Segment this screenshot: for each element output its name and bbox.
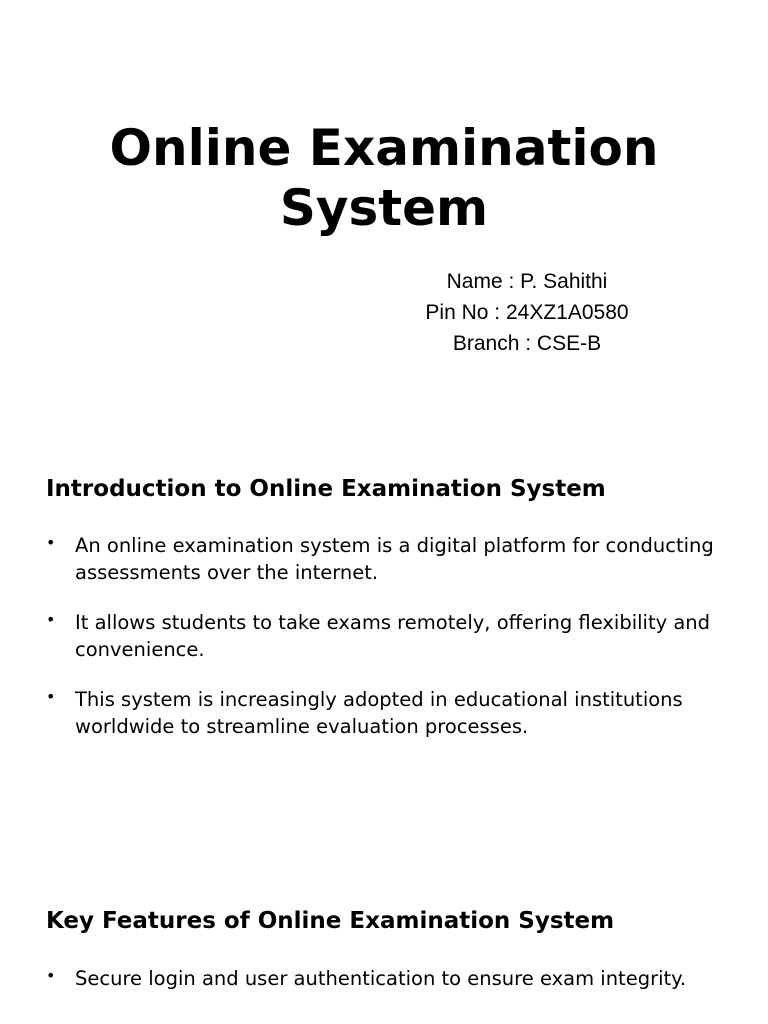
section-heading-key-features: Key Features of Online Examination System (46, 908, 615, 934)
section-heading-introduction: Introduction to Online Examination System (46, 476, 606, 502)
author-name: Name : P. Sahithi (446, 270, 608, 293)
bullet-icon: • (46, 610, 56, 629)
bullet-text: It allows students to take exams remotely, offering flexibility and convenience. (75, 611, 711, 661)
list-item (46, 610, 726, 663)
author-branch: Branch : CSE-B (452, 332, 602, 355)
document-title-line-1: Online Examination (109, 119, 659, 177)
author-pin: Pin No : 24XZ1A0580 (425, 301, 629, 324)
list-item (46, 687, 726, 740)
bullet-icon: • (46, 687, 56, 706)
bullet-icon: • (46, 966, 56, 985)
bullet-text: An online examination system is a digital platform for conducting assessments over the internet. (75, 534, 714, 584)
bullet-text: This system is increasingly adopted in educational institutions worldwide to streamline evaluation processes. (75, 688, 683, 738)
bullet-text: Secure login and user authentication to ensure exam integrity. (75, 967, 687, 990)
document-title (0, 118, 768, 238)
bullet-icon: • (46, 533, 56, 552)
key-features-bullet-list (46, 966, 726, 993)
list-item (46, 966, 726, 993)
introduction-bullet-list (46, 533, 726, 740)
list-item (46, 533, 726, 586)
author-block (380, 266, 674, 359)
document-title-line-2: System (279, 179, 489, 237)
